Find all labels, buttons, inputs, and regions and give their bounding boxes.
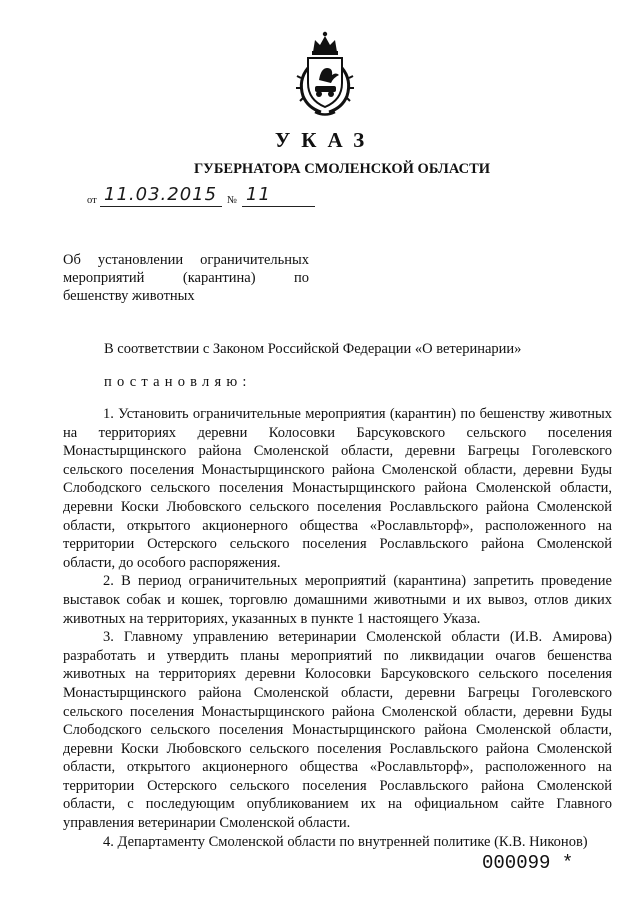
subject-line: бешенству животных: [63, 288, 195, 304]
decree-word: постановляю:: [104, 374, 252, 390]
document-serial-number: 000099 *: [482, 852, 574, 874]
decree-body: [63, 405, 612, 851]
paragraph-4: 4. Департаменту Смоленской области по внутренней политике (К.В. Никонов): [103, 833, 588, 850]
paragraph-2: 2. В период ограничительных мероприятий (карантина) запретить проведение выставок собак и кошек, торговлю домашними животными и их вывоз, отлов диких животных на территориях, указанных в пункте 1 настоящего Указа.: [63, 573, 612, 627]
date-field: [100, 186, 222, 207]
paragraph-3: 3. Главному управлению ветеринарии Смоленской области (И.В. Амирова) разработать и утвердить планы мероприятий по ликвидации очагов бешенства животных на территориях деревни Колосовки Барсуковского сельского поселения Монастырщинского района Смоленской области, деревни Багрецы Гоголевского сельского поселения Монастырщинского района Смоленской области, деревни Буды Слободского сельского поселения Монастырщинского района Смоленской области, деревни Коски Любовского сельского поселения Рославльского района Смоленской области, открытого акционерного общества «Рославльторф», расположенного на территории Остерского сельского поселения Рославльского района Смоленской области, с последующим опубликованием их на официальном сайте Главного управления ветеринарии Смоленской области.: [63, 629, 612, 832]
subject-line: мероприятий (карантина) по: [63, 270, 309, 286]
subject-heading: [63, 251, 309, 305]
number-field: [242, 186, 315, 207]
doc-title: УКАЗ: [274, 128, 376, 152]
legal-basis: В соответствии с Законом Российской Федерации «О ветеринарии»: [104, 341, 522, 357]
date-label: от: [87, 195, 97, 206]
paragraph-1: 1. Установить ограничительные мероприятия (карантин) по бешенству животных на территориях деревни Колосовки Барсуковского сельского поселения Монастырщинского района Смоленской области, деревни Багрецы Гоголевского сельского поселения Монастырщинского района Смоленской области, деревни Буды Слободского сельского поселения Монастырщинского района Смоленской области, деревни Коски Любовского сельского поселения Рославльского района Смоленской области, открытого акционерного общества «Рославльторф», расположенного на территории Остерского сельского поселения Рославльского района Смоленской области, до особого распоряжения.: [63, 406, 612, 571]
subject-line: Об установлении ограничительных: [63, 252, 309, 268]
number-value: 11: [246, 184, 271, 205]
doc-subtitle: ГУБЕРНАТОРА СМОЛЕНСКОЙ ОБЛАСТИ: [193, 161, 491, 177]
number-label: №: [227, 195, 238, 206]
coat-of-arms-icon: [295, 28, 355, 118]
date-value: 11.03.2015: [104, 184, 218, 205]
